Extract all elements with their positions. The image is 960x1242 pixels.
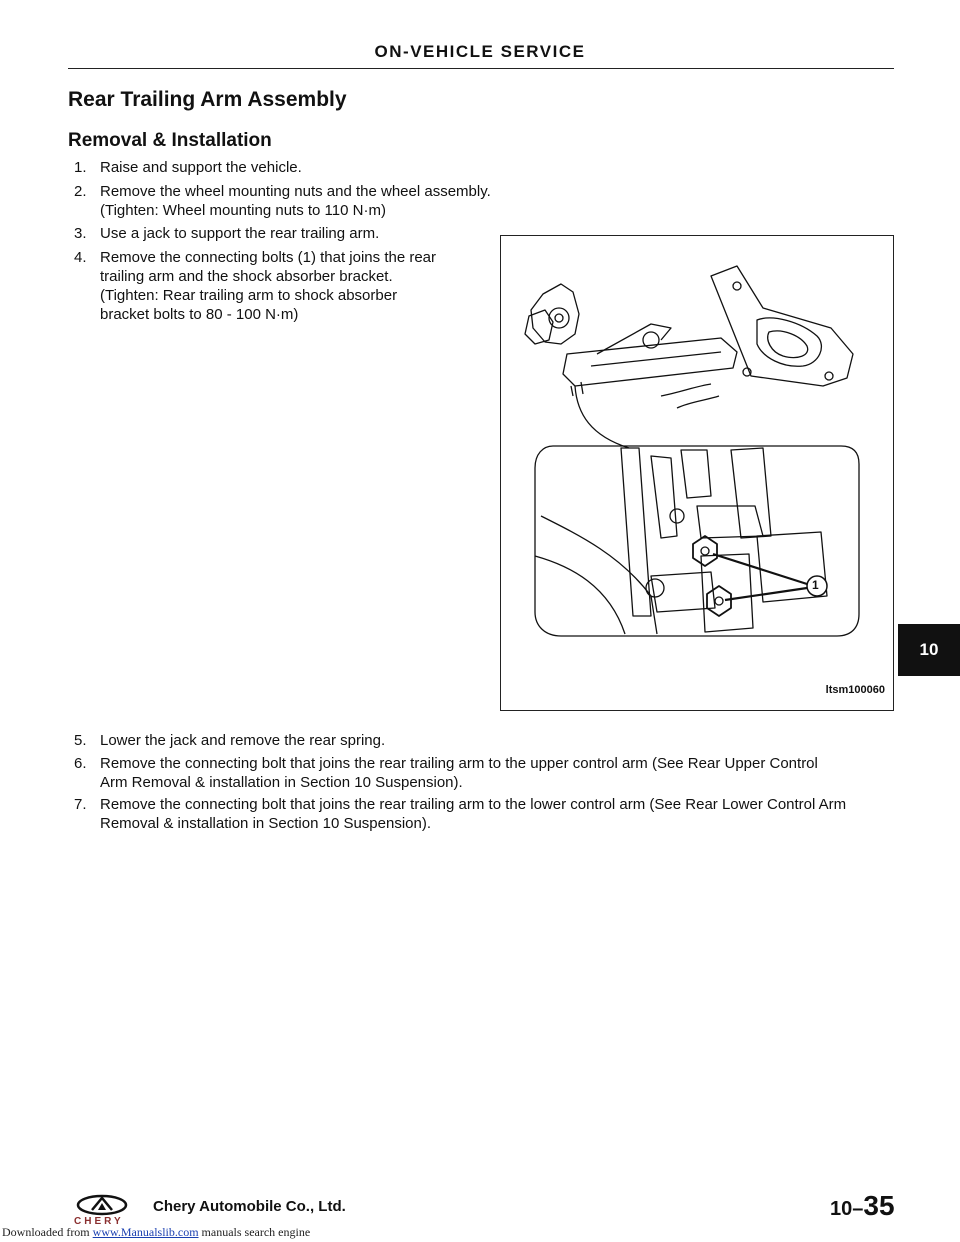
step-number: 6.: [74, 755, 87, 772]
download-notice: [2, 1225, 310, 1240]
step-text-continued: Removal & installation in Section 10 Suspension).: [100, 815, 432, 832]
step-note: (Tighten: Wheel mounting nuts to 110 N·m): [100, 202, 386, 219]
illustration-figure: [500, 235, 894, 711]
header-title: ON-VEHICLE SERVICE: [374, 42, 586, 61]
step-7: [74, 795, 896, 833]
logo-text: CHERY: [74, 1216, 124, 1227]
trailing-arm-illustration: [501, 236, 893, 710]
step-6: [74, 754, 896, 792]
step-text: Remove the connecting bolts (1) that joins the rear: [100, 249, 437, 266]
header-divider: [68, 68, 894, 69]
step-text: Remove the connecting bolt that joins the rear trailing arm to the upper control arm (See Rear Upper Control: [100, 755, 818, 772]
figure-caption: ltsm100060: [825, 684, 885, 696]
step-text: Raise and support the vehicle.: [100, 159, 302, 176]
step-2: [74, 182, 491, 220]
page-title: Rear Trailing Arm Assembly: [68, 88, 347, 111]
step-text-continued: Arm Removal & installation in Section 10 Suspension).: [100, 774, 463, 791]
callout-label: 1: [812, 578, 819, 592]
step-number: 5.: [74, 732, 87, 749]
page-number-value: 35: [863, 1190, 895, 1221]
step-note: (Tighten: Rear trailing arm to shock absorber: [100, 287, 398, 304]
step-number: 2.: [74, 183, 87, 200]
manualslib-link[interactable]: www.Manualslib.com: [92, 1225, 199, 1239]
step-number: 3.: [74, 225, 87, 242]
step-number: 7.: [74, 796, 87, 813]
step-3: [74, 224, 379, 243]
section-subtitle: Removal & Installation: [68, 130, 272, 151]
download-suffix: manuals search engine: [198, 1225, 311, 1239]
page-number: [830, 1190, 895, 1222]
section-number: 10–: [830, 1198, 864, 1220]
step-text-continued: trailing arm and the shock absorber bracket.: [100, 268, 393, 285]
step-number: 4.: [74, 249, 87, 266]
step-4: [74, 248, 462, 324]
footer-company: Chery Automobile Co., Ltd.: [153, 1198, 346, 1215]
section-tab: 10: [898, 624, 960, 676]
step-5: [74, 731, 385, 750]
step-text: Remove the connecting bolt that joins the rear trailing arm to the lower control arm (See Rear Lower Control Arm: [100, 796, 847, 813]
step-note-continued: bracket bolts to 80 - 100 N·m): [100, 306, 299, 323]
download-prefix: Downloaded from: [2, 1225, 90, 1239]
step-number: 1.: [74, 159, 87, 176]
step-text: Use a jack to support the rear trailing arm.: [100, 225, 380, 242]
step-text: Remove the wheel mounting nuts and the wheel assembly.: [100, 183, 491, 200]
step-1: [74, 158, 302, 177]
step-text: Lower the jack and remove the rear spring.: [100, 732, 386, 749]
